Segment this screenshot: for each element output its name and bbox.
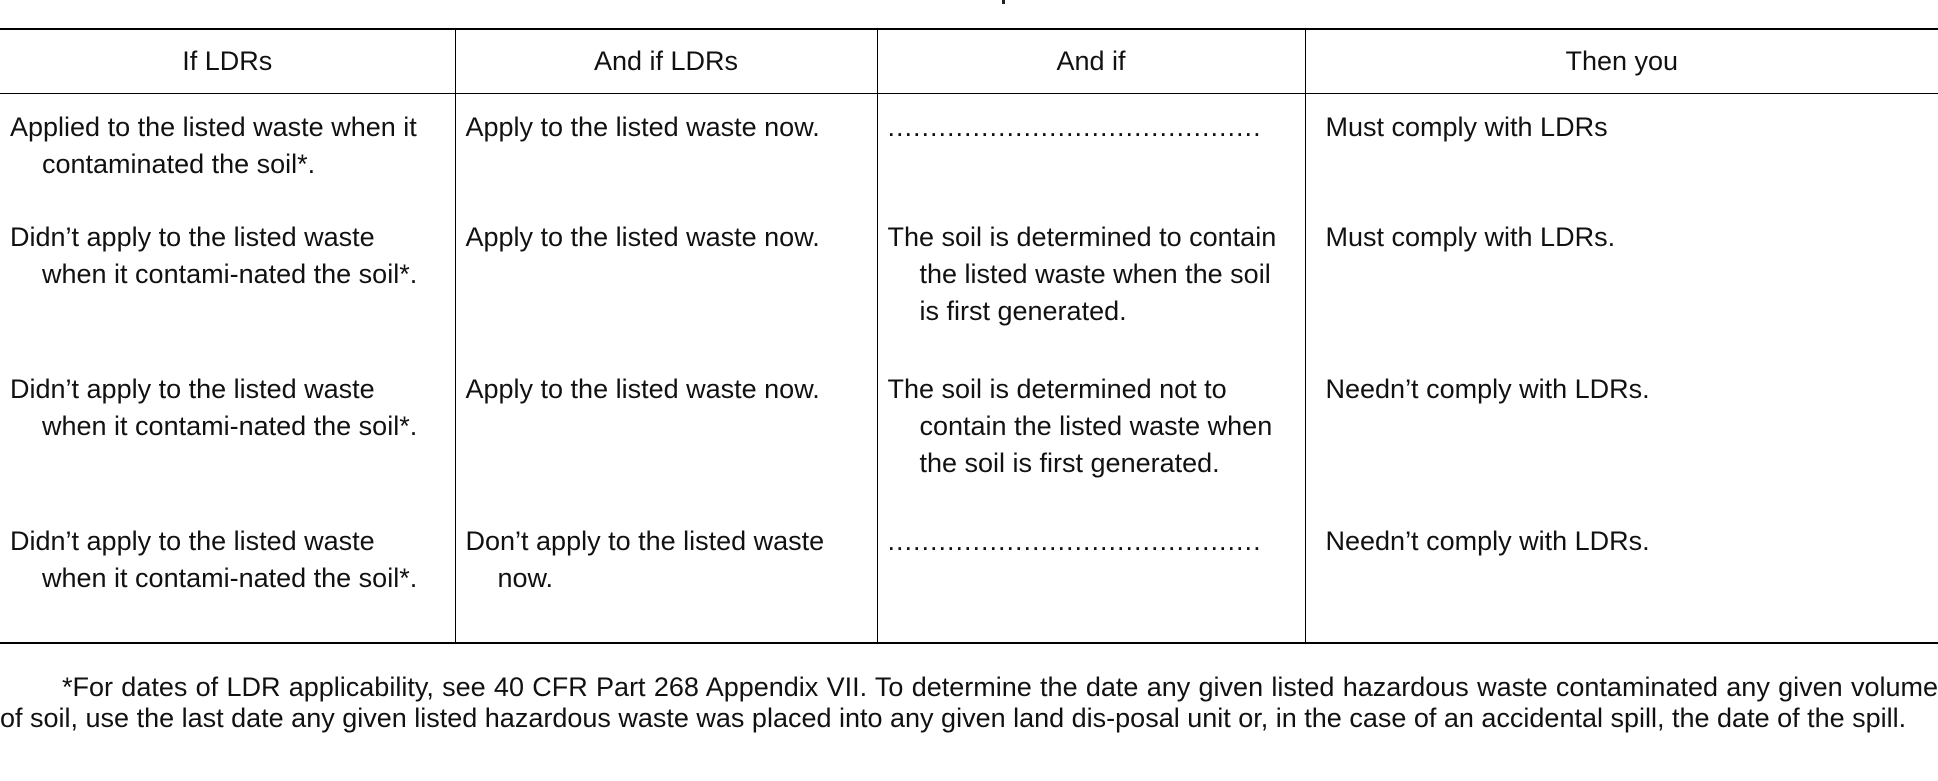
table-row <box>0 523 1938 643</box>
table-row <box>0 219 1938 371</box>
footnote-text: *For dates of LDR applicability, see 40 CFR Part 268 Appendix VII. To determine the date any given listed hazardous waste contaminated any given volume of soil, use the last date any given listed hazardous waste was placed into any given land dis-posal unit or, in the case of an accidental spill, the date of the spill. <box>0 672 1938 733</box>
cell-then-you: Needn’t comply with LDRs. <box>1305 523 1938 643</box>
cell-if-ldrs: Applied to the listed waste when it contaminated the soil*. <box>10 112 417 179</box>
cell-if-ldrs: Didn’t apply to the listed waste when it contami-nated the soil*. <box>10 222 418 289</box>
cell-then-you: Must comply with LDRs <box>1305 94 1938 220</box>
header-then-you: Then you <box>1305 29 1938 94</box>
cell-and-if <box>877 94 1305 220</box>
cell-then-you: Must comply with LDRs. <box>1305 219 1938 371</box>
header-if-ldrs: If LDRs <box>0 29 455 94</box>
page-top-mark <box>1002 0 1005 4</box>
cell-and-if-ldrs: Apply to the listed waste now. <box>455 371 877 523</box>
cell-and-if-ldrs: Apply to the listed waste now. <box>455 94 877 220</box>
header-and-if: And if <box>877 29 1305 94</box>
ldr-applicability-table <box>0 28 1938 644</box>
cell-and-if: The soil is determined not to contain the listed waste when the soil is first generated. <box>877 371 1305 523</box>
table-row <box>0 94 1938 220</box>
table-header-row <box>0 29 1938 94</box>
cell-and-if <box>877 523 1305 643</box>
table-row <box>0 371 1938 523</box>
leader-dots: ............................................ <box>887 526 1262 556</box>
cell-if-ldrs: Didn’t apply to the listed waste when it contami-nated the soil*. <box>10 374 418 441</box>
cell-then-you: Needn’t comply with LDRs. <box>1305 371 1938 523</box>
table-footnote <box>0 672 1938 734</box>
cell-and-if: The soil is determined to contain the listed waste when the soil is first generated. <box>877 219 1305 371</box>
cell-and-if-ldrs: Don’t apply to the listed waste now. <box>455 523 877 643</box>
cell-if-ldrs: Didn’t apply to the listed waste when it contami-nated the soil*. <box>10 526 418 593</box>
cell-and-if-ldrs: Apply to the listed waste now. <box>455 219 877 371</box>
leader-dots: ............................................ <box>887 112 1262 142</box>
header-and-if-ldrs: And if LDRs <box>455 29 877 94</box>
